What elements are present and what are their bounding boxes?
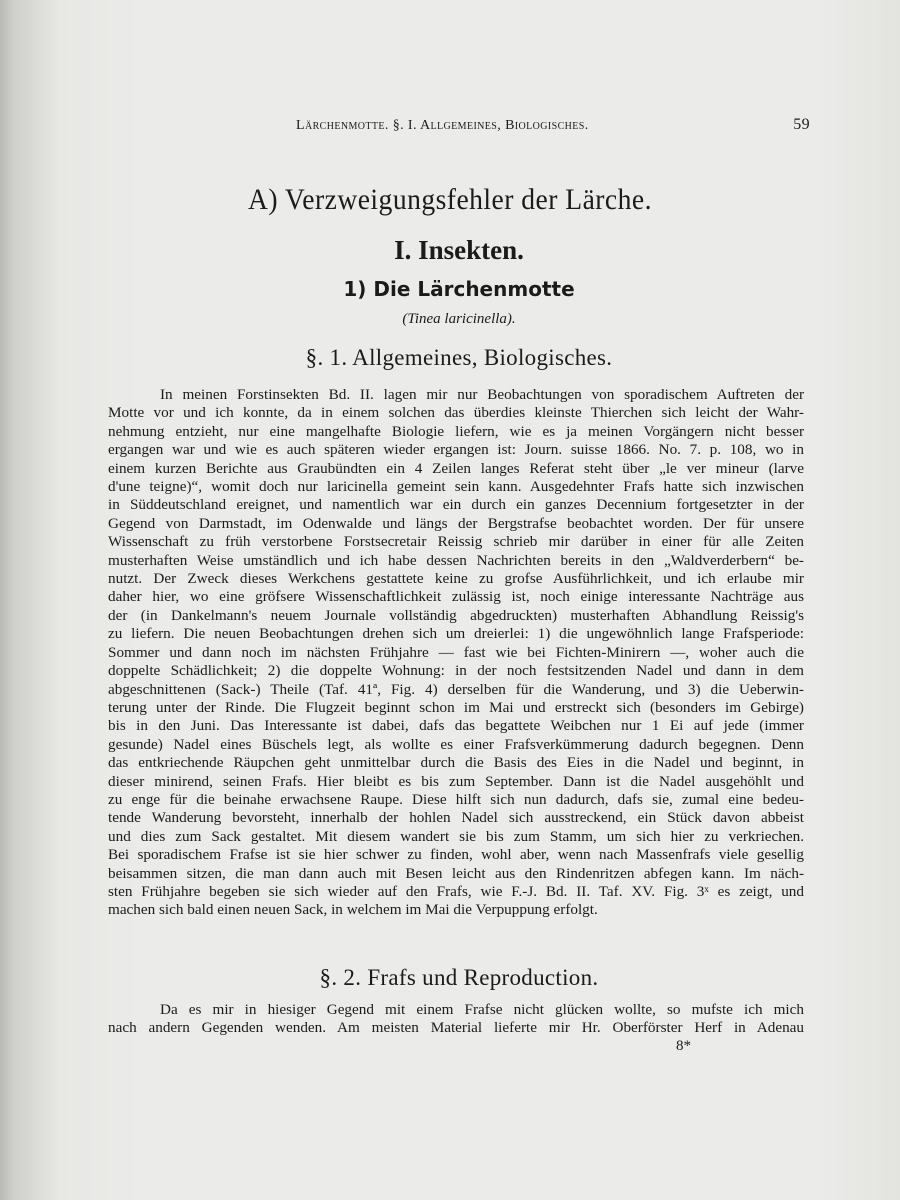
text-line: daher hier, wo eine gröfsere Wissenschaftlichkeit zulässig ist, noch einige interessante Nachträge aus: [108, 588, 804, 606]
text-line: Da es mir in hiesiger Gegend mit einem Frafse nicht glücken wollte, so mufste ich mich: [160, 1001, 804, 1018]
text-line: Wissenschaft zu früh verstorbene Forstsecretair Reissig schrieb mir darüber in einer für alle Zeiten: [108, 533, 804, 551]
text-line: In meinen Forstinsekten Bd. II. lagen mir nur Beobachtungen von sporadischem Auftreten der: [160, 386, 804, 403]
text-line: der (in Dankelmann's neuem Journale vollständig abgedruckten) musterhaften Abhandlung Reissig's: [108, 606, 804, 624]
text-line: ergangen war und wie es auch späteren wieder ergangen ist: Journ. suisse 1866. No. 7. p. 108, wo in: [108, 441, 804, 459]
paragraph-title-1: §. 1. Allgemeines, Biologisches.: [305, 345, 613, 370]
text-line: Motte vor und ich konnte, da in einem solchen das überdies kleinste Thierchen sich leicht der Wahr-: [108, 404, 804, 422]
chapter-heading: I. Insekten.: [394, 235, 524, 265]
running-header: [240, 116, 812, 138]
text-line: zu liefern. Die neuen Beobachtungen drehen sich um dreierlei: 1) die ungewöhnlich lange Frafsperiode:: [108, 625, 804, 643]
text-line: dieser minirend, seinen Frafs. Hier bleibt es bis zum September. Dann ist die Nadel ausgehöhlt und: [108, 772, 804, 790]
text-line: das entkriechende Räupchen geht unmittelbar durch die Basis des Eies in die Nadel und beginnt, in: [108, 754, 804, 772]
text-line: nach andern Gegenden wenden. Am meisten Material lieferte mir Hr. Oberförster Herf in Adenau: [108, 1019, 804, 1037]
text-line: bis in den Juni. Das Interessante ist dabei, dafs das begattete Weibchen nur 1 Ei auf jede (immer: [108, 717, 804, 735]
text-line: Sommer und dann noch im nächsten Frühjahre — fast wie bei Fichten-Minirern —, woher auch die: [108, 643, 804, 661]
text-line: abgeschnittenen (Sack-) Theile (Taf. 41ª, Fig. 4) derselben für die Wanderung, und 3) die Ueberwin-: [108, 680, 804, 698]
text-line: zu enge für die beinahe erwachsene Raupe. Diese hilft sich nun dadurch, dafs sie, zumal eine bedeu-: [108, 790, 804, 808]
text-line: sten Frühjahre begeben sie sich wieder auf den Frafs, wie F.-J. Bd. II. Taf. XV. Fig. 3ˣ es zeigt, und: [108, 882, 804, 900]
text-line: gesunde) Nadel eines Büschels legt, als wollte es einer Frafsverkümmerung dadurch begegnen. Denn: [108, 735, 804, 753]
text-line: nutzt. Der Zweck dieses Werkchens gestattete keine zu grofse Ausführlichkeit, und ich erlaube mir: [108, 570, 804, 588]
text-line: in Süddeutschland ereignet, und namentlich war ein durch ein ganzes Decennium fortgesetzter in der: [108, 496, 804, 514]
running-title: Lärchenmotte. §. I. Allgemeines, Biologisches.: [296, 118, 589, 133]
latin-name: (Tinea laricinella).: [402, 311, 516, 327]
part-heading: A) Verzweigungsfehler der Lärche.: [248, 183, 652, 216]
text-line: und dies zum Sack gestaltet. Mit diesem wandert sie bis zum Stamm, um sich hier zu verkriechen.: [108, 827, 804, 845]
text-line: terung unter der Rinde. Die Flugzeit beginnt schon im Mai und erstreckt sich (besonders im Gebirge): [108, 698, 804, 716]
text-line: machen sich bald einen neuen Sack, in welchem im Mai die Verpuppung erfolgt.: [108, 901, 598, 919]
text-line: einem kurzen Berichte aus Graubündten ein 4 Zeilen langes Referat steht über „le ver mineur (larve: [108, 459, 804, 477]
text-line: nehmung entzieht, nur eine mangelhafte Biologie liefern, wie es ja meinen Vorgängern nicht besser: [108, 422, 804, 440]
section-heading: 1) Die Lärchenmotte: [343, 277, 575, 301]
paragraph-title-2: §. 2. Frafs und Reproduction.: [319, 965, 599, 990]
body-paragraph-2: [108, 1001, 804, 1038]
text-line: d'une teigne)“, womit doch nur laricinella gemeint sein kann. Ausgedehnter Frafs hatte sich inzwischen: [108, 478, 804, 496]
signature-mark: 8*: [676, 1038, 691, 1054]
text-line: Gegend von Darmstadt, im Odenwalde und längs der Bergstrafse beobachtet worden. Der für unsere: [108, 514, 804, 532]
page-number: 59: [793, 116, 810, 133]
body-paragraph-1: [108, 386, 804, 920]
text-line: tende Wanderung bevorsteht, innerhalb der hohlen Nadel sich ausstreckend, ein Stück davon abbeist: [108, 809, 804, 827]
text-line: doppelte Schädlichkeit; 2) die doppelte Wohnung: in der noch festsitzenden Nadel und dann in dem: [108, 662, 804, 680]
text-line: musterhaften Weise umständlich und ich habe dessen Nachrichten bereits in den „Waldverderbern“ be-: [108, 551, 804, 569]
text-line: Bei sporadischem Frafse ist sie hier schwer zu finden, wohl aber, wenn nach Massenfrafs viele gesellig: [108, 846, 804, 864]
text-line: beisammen sitzen, die man dann auch mit Besen leicht aus den Rindenritzen abfegen kann. Im näch-: [108, 864, 804, 882]
